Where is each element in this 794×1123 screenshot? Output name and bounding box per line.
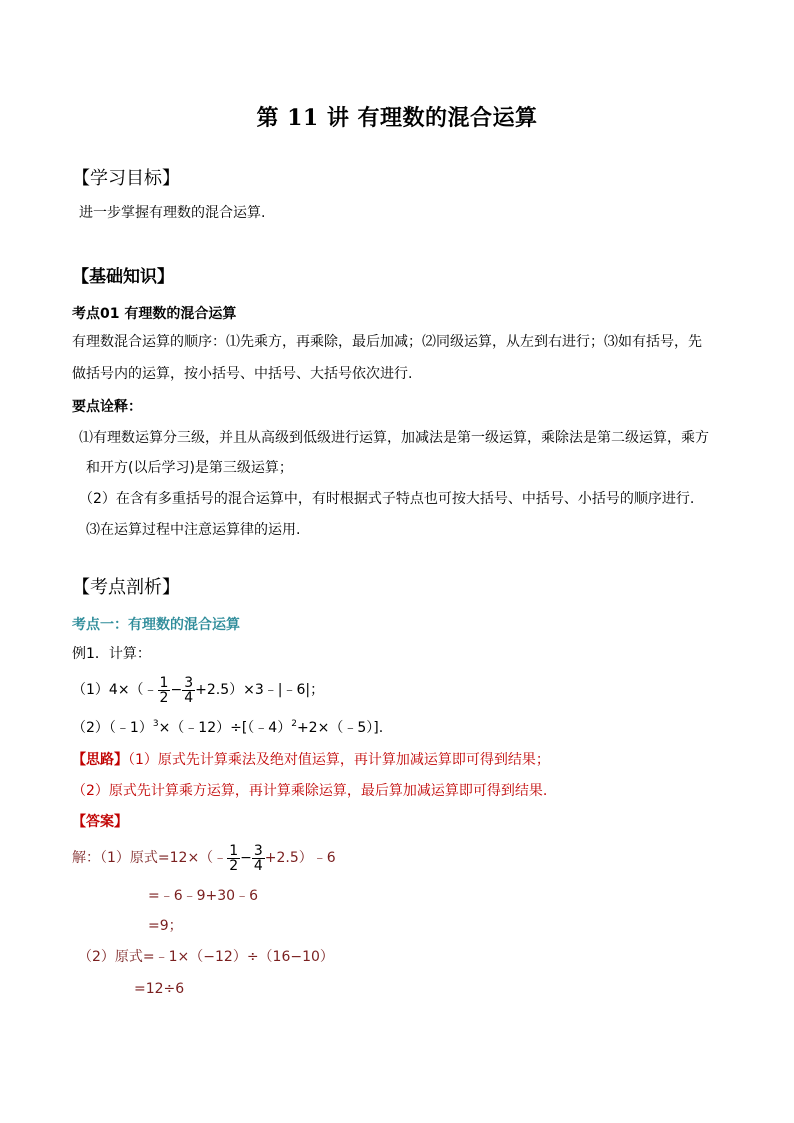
solution-1-step-3: =9；: [148, 918, 183, 934]
knowledge-point-title: 考点01 有理数的混合运算: [72, 306, 237, 322]
operation-order-line1: 有理数混合运算的顺序：⑴先乘方，再乘除，最后加减；⑵同级运算，从左到右进行；⑶如有括号，先: [72, 334, 702, 350]
page-title: 第 11 讲 有理数的混合运算: [256, 105, 538, 131]
question-1-prefix: （1）4×（﹣: [72, 682, 158, 698]
key-note-1-line1: ⑴有理数运算分三级，并且从高级到低级进行运算，加减法是第一级运算，乘除法是第二级运算，乘方: [79, 430, 709, 446]
section-learning-goals-heading: 【学习目标】: [72, 168, 180, 189]
example-label: 例1．计算：: [72, 646, 151, 662]
idea-line-2: （2）原式先计算乘方运算，再计算乘除运算，最后算加减运算即可得到结果.: [72, 783, 548, 799]
section-basic-knowledge-heading: 【基础知识】: [72, 267, 174, 287]
question-2: （2）（﹣1）$^3$×（﹣12）÷[（﹣4）$^2$+2×（﹣5）].: [72, 719, 384, 736]
answer-label: 【答案】: [72, 814, 128, 830]
question-1-suffix: +2.5）×3﹣|﹣6|；: [195, 682, 325, 698]
solution-1-suffix: +2.5）﹣6: [264, 850, 336, 866]
learning-goals-text: 进一步掌握有理数的混合运算.: [79, 205, 266, 221]
solution-1-step-2: =﹣6﹣9+30﹣6: [148, 888, 258, 904]
key-points-title: 要点诠释：: [72, 399, 142, 415]
section-analysis-heading: 【考点剖析】: [72, 577, 180, 598]
question-1: [72, 668, 324, 712]
question-1-fraction-1: $\frac{1}{2}$: [159, 674, 169, 706]
key-note-3: ⑶在运算过程中注意运算律的运用.: [86, 522, 301, 538]
idea-label: 【思路】: [72, 752, 128, 768]
solution-1-line-1: 解：（1）原式=12×（﹣ $\frac{1}{2}$ − $\frac{3}{4}$ +2.5）﹣6: [72, 842, 336, 874]
analysis-point-title: 考点一：有理数的混合运算: [72, 617, 240, 633]
operation-order-line2: 做括号内的运算，按小括号、中括号、大括号依次进行.: [72, 366, 413, 382]
key-note-1-line2: 和开方(以后学习)是第三级运算；: [86, 460, 293, 476]
solution-1-fraction-1: $\frac{1}{2}$: [229, 842, 239, 874]
solution-1-fraction-2: $\frac{3}{4}$: [253, 842, 263, 874]
solution-2-step-2: =12÷6: [134, 981, 185, 997]
idea-line-1: 【思路】（1）原式先计算乘法及绝对值运算，再计算加减运算即可得到结果；: [72, 752, 550, 768]
question-1-fraction-2: $\frac{3}{4}$: [184, 674, 194, 706]
solution-2-line-1: （2）原式=﹣1×（−12）÷（16−10）: [78, 949, 334, 965]
solution-1-prefix: 解：（1）原式=12×（﹣: [72, 850, 228, 866]
key-note-2: （2）在含有多重括号的混合运算中，有时根据式子特点也可按大括号、中括号、小括号的顺序进行.: [79, 491, 695, 507]
question-1-minus: −: [170, 682, 183, 698]
